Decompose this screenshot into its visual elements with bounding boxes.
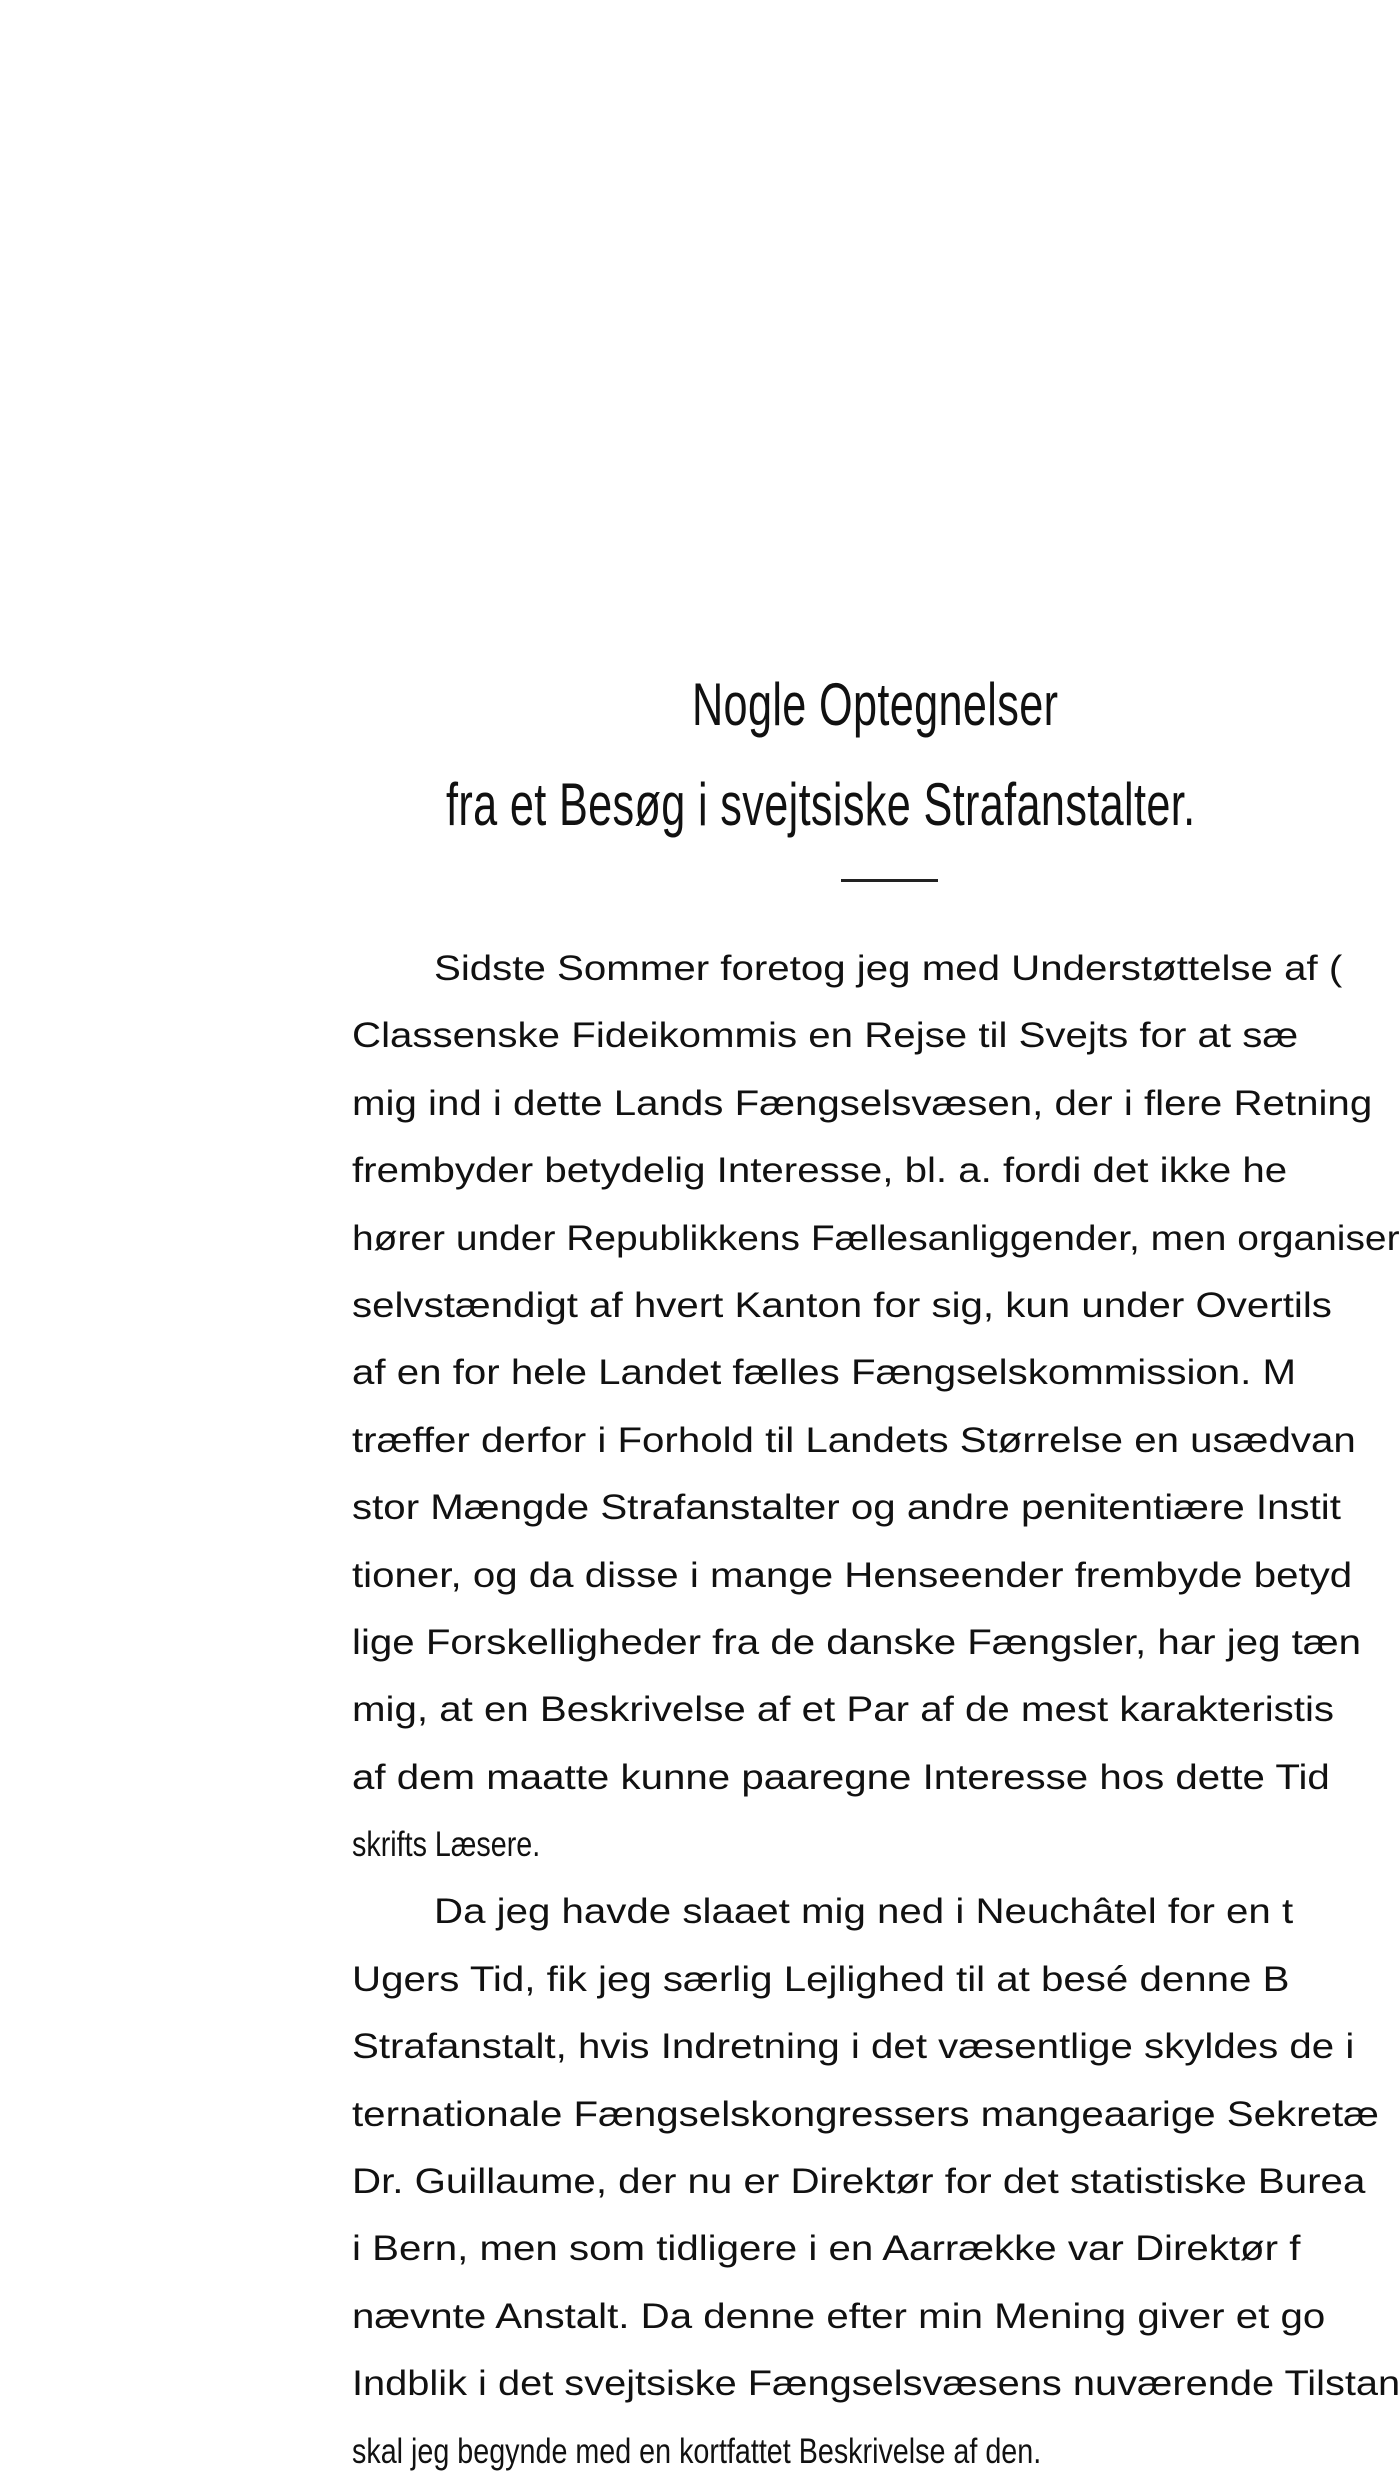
text-line: Indblik i det svejtsiske Fængselsvæsens nuværende Tilstan: [352, 2364, 1400, 2404]
paragraph-1: [352, 935, 1400, 1878]
title-line-1: Nogle Optegnelser: [692, 671, 1059, 738]
body-text: [352, 935, 1400, 2485]
text-line: frembyder betydelig Interesse, bl. a. fordi det ikke he: [352, 1151, 1288, 1191]
title-divider: [841, 879, 938, 882]
text-line: skrifts Læsere.: [352, 1825, 541, 1865]
title-line-2: fra et Besøg i svejtsiske Strafanstalter.: [446, 771, 1196, 838]
text-line: Dr. Guillaume, der nu er Direktør for det statistiske Burea: [352, 2162, 1366, 2202]
text-line: af en for hele Landet fælles Fængselskommission. M: [352, 1353, 1297, 1393]
text-line: Da jeg havde slaaet mig ned i Neuchâtel for en t: [434, 1892, 1294, 1932]
text-line: Ugers Tid, fik jeg særlig Lejlighed til at besé denne B: [352, 1959, 1290, 1999]
text-line: træffer derfor i Forhold til Landets Størrelse en usædvan: [352, 1420, 1356, 1460]
text-line: selvstændigt af hvert Kanton for sig, kun under Overtils: [352, 1285, 1332, 1325]
text-line: nævnte Anstalt. Da denne efter min Mening giver et go: [352, 2296, 1326, 2336]
text-line: Sidste Sommer foretog jeg med Understøttelse af (: [434, 949, 1343, 988]
text-line: ternationale Fængselskongressers mangeaarige Sekretæ: [352, 2094, 1379, 2134]
text-line: lige Forskelligheder fra de danske Fængsler, har jeg tæn: [352, 1622, 1362, 1662]
text-line: stor Mængde Strafanstalter og andre penitentiære Instit: [352, 1488, 1341, 1528]
text-line: mig ind i dette Lands Fængselsvæsen, der i flere Retning: [352, 1083, 1373, 1123]
text-line: i Bern, men som tidligere i en Aarrække var Direktør f: [352, 2229, 1301, 2269]
text-line: hører under Republikkens Fællesanliggender, men organiser: [352, 1218, 1400, 1258]
text-line: mig, at en Beskrivelse af et Par af de mest karakteristis: [352, 1690, 1335, 1730]
text-line: Classenske Fideikommis en Rejse til Svejts for at sæ: [352, 1016, 1299, 1056]
text-line: tioner, og da disse i mange Henseender frembyde betyd: [352, 1555, 1353, 1595]
paragraph-2: [352, 1878, 1400, 2485]
text-line: Strafanstalt, hvis Indretning i det væsentlige skyldes de i: [352, 2027, 1355, 2067]
text-line: skal jeg begynde med en kortfattet Beskrivelse af den.: [352, 2431, 1042, 2471]
text-line: af dem maatte kunne paaregne Interesse hos dette Tid: [352, 1757, 1330, 1797]
